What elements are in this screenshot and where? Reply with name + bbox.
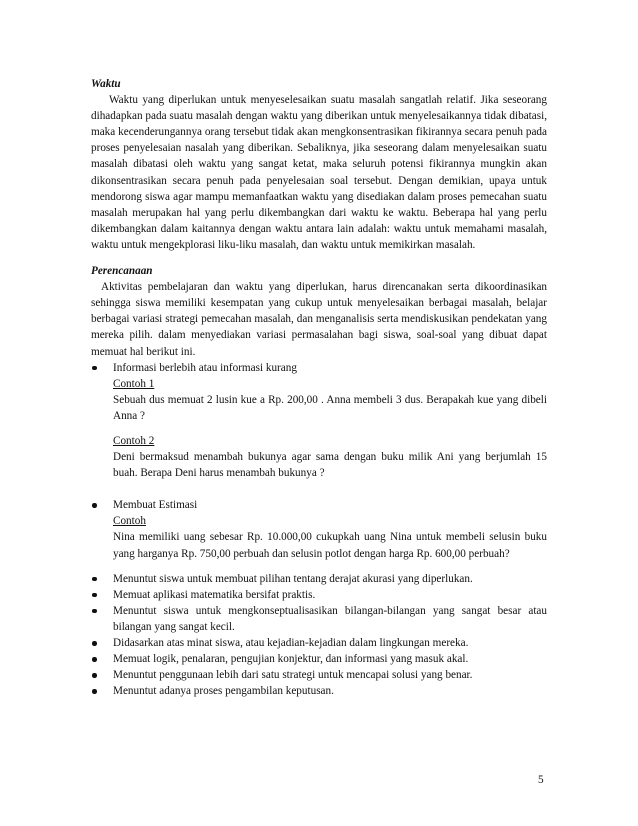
example-block: [113, 433, 547, 481]
bullet-icon: [92, 641, 97, 646]
item-label: Membuat Estimasi: [113, 499, 198, 512]
bullet-list-items: [91, 360, 547, 562]
list-item-text: Memuat aplikasi matematika bersifat praktis.: [113, 588, 316, 601]
bullet-icon: [92, 366, 97, 371]
list-item-text: Memuat logik, penalaran, pengujian konjektur, dan informasi yang masuk akal.: [113, 653, 469, 666]
waktu-paragraph: Waktu yang diperlukan untuk menyeselesaikan suatu masalah sangatlah relatif. Jika seseorang dihadapkan pada suatu masalah dengan waktu yang diberikan untuk menyelesaikannya tidak dibatasi, maka kecenderungannya orang tersebut tidak akan mengkonsentrasikan fikirannya secara penuh pada proses penyelesaian nasalah yang diberikan. Sebaliknya, jika seseorang dalam menyelesaikan suatu masalah dibatasi oleh waktu yang sangat ketat, maka seluruh potensi fikirannya mungkin akan dikonsentrasikan secara penuh pada penyelesaian soal tersebut. Dengan demikian, upaya untuk mendorong siswa agar mampu memanfaatkan waktu yang disediakan dalam proses pemecahan suatu masalah merupakan hal yang perlu dikembangkan dari waktu ke waktu. Beberapa hal yang perlu dikembangkan dalam kaitannya dengan waktu antara lain adalah: waktu untuk memahami masalah, waktu untuk mengekplorasi liku-liku masalah, dan waktu untuk memikirkan masalah.: [91, 94, 547, 251]
list-item-text: Menuntut adanya proses pengambilan keputusan.: [113, 685, 334, 698]
bullet-icon: [92, 593, 97, 598]
list-item-text: Didasarkan atas minat siswa, atau kejadian-kejadian dalam lingkungan mereka.: [113, 637, 469, 649]
page-content: [91, 76, 547, 699]
example-block: [113, 513, 547, 561]
example-block: [113, 376, 547, 424]
list-item: [91, 683, 547, 699]
list-item: [91, 497, 547, 561]
list-item-text: Menuntut siswa untuk membuat pilihan tentang derajat akurasi yang diperlukan.: [113, 572, 473, 585]
list-item: [91, 360, 547, 482]
bullet-icon: [92, 503, 97, 508]
item-label: Informasi berlebih atau informasi kurang: [113, 361, 297, 374]
list-item: [91, 587, 547, 603]
list-item: [91, 571, 547, 587]
list-item: [91, 667, 547, 683]
list-item: [91, 635, 547, 651]
page-number: 5: [538, 774, 544, 786]
list-item: [91, 603, 547, 635]
bullet-icon: [92, 689, 97, 694]
example-label: Contoh: [113, 515, 146, 528]
bullet-icon: [92, 577, 97, 582]
example-label: Contoh 1: [113, 377, 155, 390]
example-text: Nina memiliki uang sebesar Rp. 10.000,00 cukupkah uang Nina untuk membeli selusin buku yang harganya Rp. 750,00 perbuah dan selusin potlot dengan harga Rp. 600,00 perbuah?: [113, 531, 547, 560]
section-heading-perencanaan: Perencanaan: [91, 265, 153, 278]
bullet-icon: [92, 609, 97, 614]
bullet-list-characteristics: [91, 571, 547, 700]
list-item-text: Menuntut siswa untuk mengkonseptualisasikan bilangan-bilangan yang sangat besar atau bilangan yang sangat kecil.: [113, 604, 547, 633]
section-heading-waktu: Waktu: [91, 78, 121, 90]
perencanaan-paragraph: Aktivitas pembelajaran dan waktu yang diperlukan, harus direncanakan serta dikoordinasikan sehingga siswa memiliki kesempatan yang cukup untuk menyelesaikan berbagai masalah, belajar berbagai variasi strategi pemecahan masalah, dan menganalisis serta mendiskusikan pendekatan yang mereka pilih. dalam menyediakan variasi permasalahan bagi siswa, soal-soal yang dibuat dapat memuat hal berikut ini.: [91, 281, 547, 358]
bullet-icon: [92, 673, 97, 678]
example-label: Contoh 2: [113, 434, 155, 447]
list-item-text: Menuntut penggunaan lebih dari satu strategi untuk mencapai solusi yang benar.: [113, 669, 473, 682]
example-text: Deni bermaksud menambah bukunya agar sama dengan buku milik Ani yang berjumlah 15 buah. Berapa Deni harus menambah bukunya ?: [113, 451, 547, 480]
example-text: Sebuah dus memuat 2 lusin kue a Rp. 200,00 . Anna membeli 3 dus. Berapakah kue yang dibeli Anna ?: [113, 393, 547, 422]
list-item: [91, 651, 547, 667]
bullet-icon: [92, 657, 97, 662]
